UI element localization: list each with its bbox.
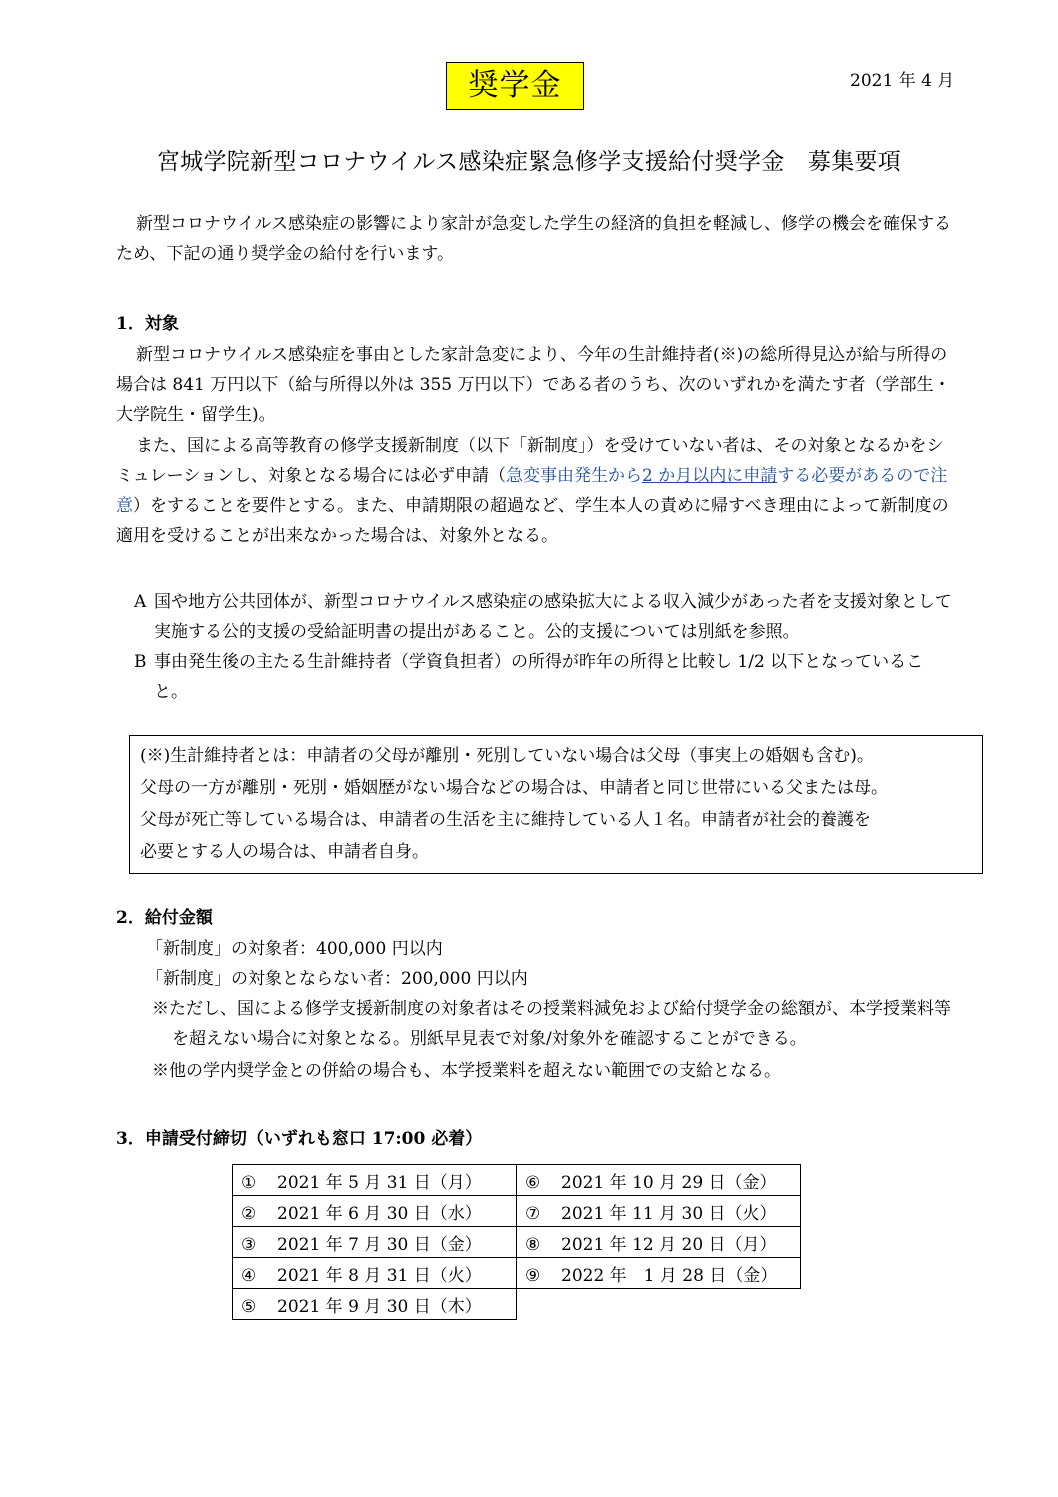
para2-end: ）をすることを要件とする。また、申請期限の超過など、学生本人の責めに帰すべき理由によって新制度の適用を受けることが出来なかった場合は、対象外となる。 (116, 496, 949, 546)
deadline-number: ⑤ (241, 1296, 257, 1317)
deadline-number: ⑥ (525, 1172, 541, 1193)
table-row (233, 1165, 801, 1196)
deadline-cell (517, 1227, 801, 1258)
deadline-cell (233, 1227, 517, 1258)
note-line-3: 父母が死亡等している場合は、申請者の生活を主に維持している人１名。申請者が社会的養護を (140, 810, 871, 830)
condition-b-mark: B (134, 652, 147, 672)
condition-item-a (134, 587, 954, 647)
deadline-date: 2021 年 12 月 20 日（月） (561, 1234, 777, 1255)
amount-note-2: ※他の学内奨学金との併給の場合も、本学授業料を超えない範囲での支給となる。 (152, 1061, 781, 1081)
deadline-date: 2021 年 6 月 30 日（水） (277, 1203, 482, 1224)
definition-note-box (129, 735, 983, 874)
amount-note-1 (152, 994, 952, 1054)
intro-paragraph: 新型コロナウイルス感染症の影響により家計が急変した学生の経済的負担を軽減し、修学の機会を確保するため、下記の通り奨学金の給付を行います。 (116, 214, 951, 264)
empty-cell (517, 1289, 801, 1320)
amount-note-1-text: ※ただし、国による修学支援新制度の対象者はその授業料減免および給付奨学金の総額が、本学授業料等を超えない場合に対象となる。別紙早見表で対象/対象外を確認することができる。 (152, 999, 951, 1049)
note-line-1: (※)生計維持者とは：申請者の父母が離別・死別していない場合は父母（事実上の婚姻も含む)。 (140, 746, 874, 766)
amount-new-system: 「新制度」の対象者：400,000 円以内 (146, 939, 443, 959)
condition-a-text: 国や地方公共団体が、新型コロナウイルス感染症の感染拡大による収入減少があった者を支援対象として実施する公的支援の受給証明書の提出があること。公的支援については別紙を参照。 (154, 592, 952, 642)
section-2-heading: 2．給付金額 (116, 908, 213, 928)
deadline-date: 2021 年 9 月 30 日（木） (277, 1296, 482, 1317)
deadline-number: ⑨ (525, 1265, 541, 1286)
issue-date: 2021 年 4 月 (850, 71, 955, 91)
category-badge: 奨学金 (446, 62, 584, 110)
deadline-date: 2021 年 7 月 30 日（金） (277, 1234, 482, 1255)
amount-non-new-system: 「新制度」の対象とならない者：200,000 円以内 (146, 969, 528, 989)
para2-start: また、国による高等教育の修学支援新制度（以下「新制度」）を受けていない者は、その対象となるかをシミュレーションし、対象となる場合には必ず申請（ (116, 436, 944, 486)
note-line-2: 父母の一方が離別・死別・婚姻歴がない場合などの場合は、申請者と同じ世帯にいる父または母。 (140, 778, 888, 798)
table-row (233, 1289, 801, 1320)
deadline-table (232, 1164, 801, 1320)
document-title: 宮城学院新型コロナウイルス感染症緊急修学支援給付奨学金 募集要項 (156, 149, 902, 175)
deadline-cell (517, 1258, 801, 1289)
deadline-cell (517, 1196, 801, 1227)
deadline-number: ③ (241, 1234, 257, 1255)
para2-highlight-3: する必要があるので注意 (116, 466, 948, 516)
para2-highlight-1: 急変事由発生から (505, 466, 642, 486)
table-row (233, 1258, 801, 1289)
deadline-cell (233, 1258, 517, 1289)
section-1-heading: 1．対象 (116, 314, 179, 334)
condition-b-text: 事由発生後の主たる生計維持者（学資負担者）の所得が昨年の所得と比較し 1/2 以下となっていること。 (154, 652, 924, 702)
table-row (233, 1196, 801, 1227)
section-3-heading: 3．申請受付締切（いずれも窓口 17:00 必着） (116, 1129, 483, 1149)
deadline-date: 2021 年 10 月 29 日（金） (561, 1172, 777, 1193)
deadline-date: 2021 年 8 月 31 日（火） (277, 1265, 482, 1286)
section-1-paragraph-1: 新型コロナウイルス感染症を事由とした家計急変により、今年の生計維持者(※)の総所得見込が給与所得の場合は 841 万円以下（給与所得以外は 355 万円以下）である者のうち、次のいずれかを満たす者（学部生・大学院生・留学生)。 (116, 345, 951, 425)
deadline-number: ④ (241, 1265, 257, 1286)
para2-highlight-2: 2 か月以内に申請 (641, 466, 778, 486)
deadline-cell (233, 1196, 517, 1227)
deadline-date: 2022 年 1 月 28 日（金） (561, 1265, 778, 1286)
deadline-number: ① (241, 1172, 257, 1193)
deadline-number: ⑦ (525, 1203, 541, 1224)
condition-a-mark: A (134, 592, 147, 612)
note-line-4: 必要とする人の場合は、申請者自身。 (140, 842, 429, 862)
condition-item-b (134, 647, 954, 707)
deadline-cell (517, 1165, 801, 1196)
deadline-date: 2021 年 5 月 31 日（月） (277, 1172, 482, 1193)
deadline-number: ② (241, 1203, 257, 1224)
deadline-cell (233, 1165, 517, 1196)
deadline-date: 2021 年 11 月 30 日（火） (561, 1203, 777, 1224)
deadline-number: ⑧ (525, 1234, 541, 1255)
deadline-cell (233, 1289, 517, 1320)
section-1-paragraph-2 (116, 431, 956, 551)
table-row (233, 1227, 801, 1258)
